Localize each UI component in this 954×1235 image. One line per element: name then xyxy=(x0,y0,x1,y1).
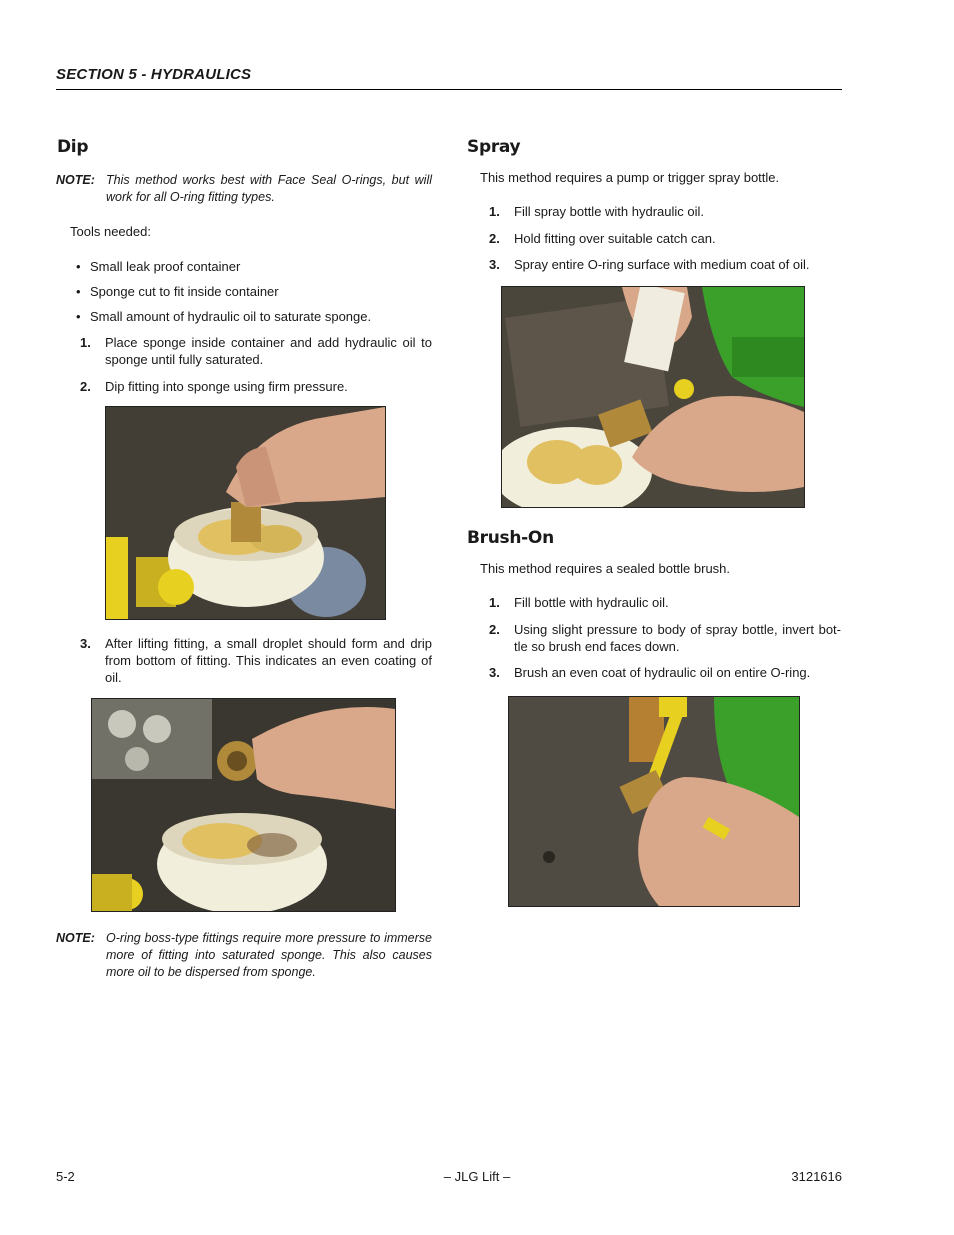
page-number: 5-2 xyxy=(56,1169,75,1184)
dip-photo-2 xyxy=(91,698,396,912)
spray-step-2: 2. Hold fitting over suitable catch can. xyxy=(489,231,716,246)
spray-intro: This method requires a pump or trigger spray bottle. xyxy=(480,170,780,185)
document-number: 3121616 xyxy=(791,1169,842,1184)
brush-photo xyxy=(508,696,800,907)
dip-step-3: 3. After lifting fitting, a small droplet should form and drip from bottom of fitting. This indicates an even coating of oil. xyxy=(80,636,432,685)
brush-step-3: 3. Brush an even coat of hydraulic oil on entire O-ring. xyxy=(489,665,811,680)
spray-step-3: 3. Spray entire O-ring surface with medium coat of oil. xyxy=(489,257,810,272)
dip-note-2 xyxy=(56,930,436,984)
dip-note-1 xyxy=(56,172,436,208)
bullet-icon: • xyxy=(76,284,81,299)
list-item: • Sponge cut to fit inside container xyxy=(76,284,279,299)
brush-step-2: 2. Using slight pressure to body of spray bottle, invert bot-tle so brush end faces down. xyxy=(489,622,841,654)
brush-step-1: 1. Fill bottle with hydraulic oil. xyxy=(489,595,669,610)
dip-heading: Dip xyxy=(57,137,89,157)
spray-step-1: 1. Fill spray bottle with hydraulic oil. xyxy=(489,204,705,219)
note-label: NOTE: xyxy=(56,931,95,945)
bullet-icon: • xyxy=(76,259,81,274)
spray-photo xyxy=(501,286,805,508)
spray-heading: Spray xyxy=(467,137,521,157)
section-header: SECTION 5 - HYDRAULICS xyxy=(56,66,252,83)
dip-photo-1 xyxy=(105,406,386,620)
note-text: This method works best with Face Seal O-rings, but will work for all O-ring fitting types. xyxy=(106,173,432,204)
dip-step-2: 2. Dip fitting into sponge using firm pressure. xyxy=(80,379,348,394)
list-item: • Small leak proof container xyxy=(76,259,241,274)
note-label: NOTE: xyxy=(56,173,95,187)
list-item: • Small amount of hydraulic oil to saturate sponge. xyxy=(76,309,372,324)
brush-intro: This method requires a sealed bottle brush. xyxy=(480,561,731,576)
brush-heading: Brush-On xyxy=(467,528,554,548)
bullet-icon: • xyxy=(76,309,81,324)
note-text: O-ring boss-type fittings require more pressure to immerse more of fitting into saturated sponge. This also causes more oil to be dispersed from sponge. xyxy=(106,931,432,979)
header-rule xyxy=(56,89,842,90)
footer-center: – JLG Lift – xyxy=(443,1169,511,1184)
dip-step-1: 1. Place sponge inside container and add hydraulic oil to sponge until fully saturated. xyxy=(80,335,432,367)
tools-intro: Tools needed: xyxy=(70,224,151,239)
